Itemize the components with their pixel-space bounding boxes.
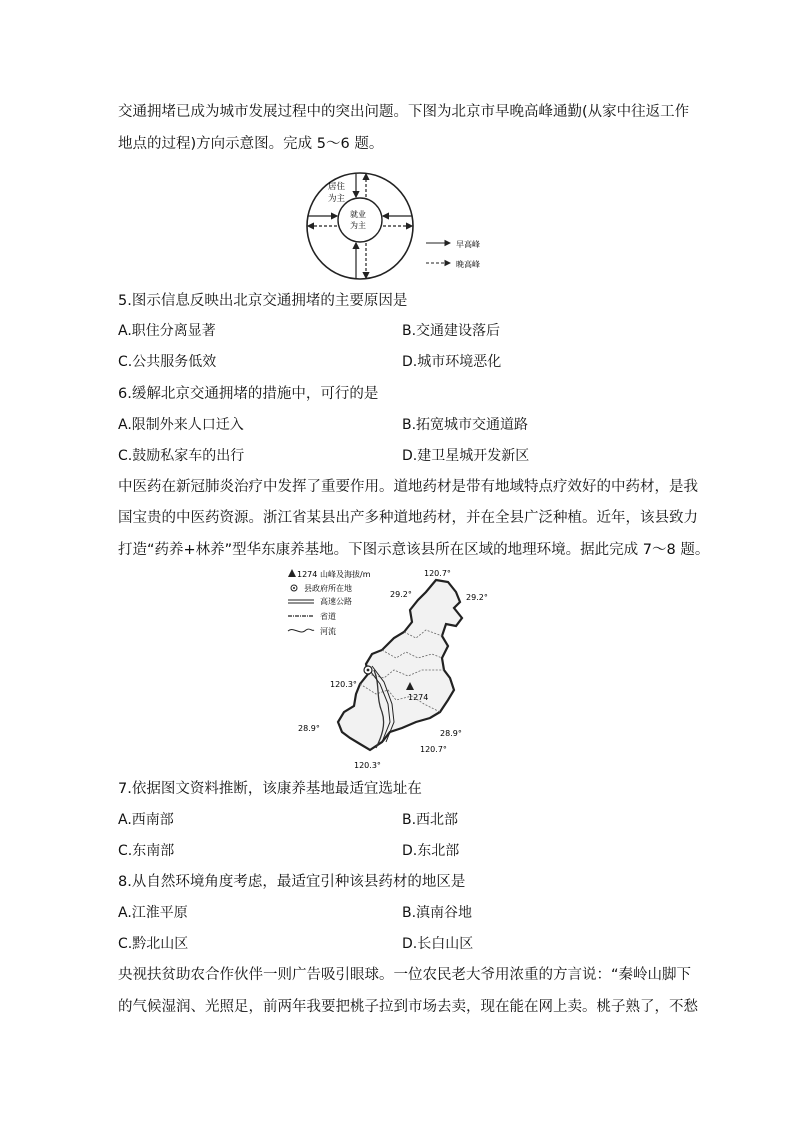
inner-ring xyxy=(338,198,382,242)
lat-top-right-label: 29.2° xyxy=(466,593,488,602)
q5-option-b: B.交通建设落后 xyxy=(402,323,501,339)
legend-evening-label: 晚高峰 xyxy=(456,260,480,269)
intro-paragraph-1-line-2: 地点的过程)方向示意图。完成 5～6 题。 xyxy=(118,136,384,152)
legend-peak-label: 山峰及海拔/m xyxy=(320,570,371,579)
q7-option-d: D.东北部 xyxy=(402,843,460,859)
commute-diagram xyxy=(300,170,510,282)
lat-bottom-left-label: 28.9° xyxy=(298,724,320,733)
inner-label-2: 为主 xyxy=(350,221,366,230)
q6-option-c: C.鼓励私家车的出行 xyxy=(118,448,245,464)
q8-option-a: A.江淮平原 xyxy=(118,905,188,921)
intro-paragraph-3-line-1: 央视扶贫助农合作伙伴一则广告吸引眼球。一位农民老大爷用浓重的方言说：“秦岭山脚下 xyxy=(118,967,692,983)
lat-top-left-label: 29.2° xyxy=(390,590,412,599)
q6-stem: 6.缓解北京交通拥堵的措施中，可行的是 xyxy=(118,386,379,402)
q5-option-c: C.公共服务低效 xyxy=(118,354,217,370)
inner-label-1: 就业 xyxy=(350,210,366,219)
q6-option-d: D.建卫星城开发新区 xyxy=(402,448,530,464)
intro-paragraph-2-line-2: 国宝贵的中医药资源。浙江省某县出产多种道地药材，并在全县广泛种植。近年，该县致力 xyxy=(118,510,698,526)
q7-option-c: C.东南部 xyxy=(118,843,175,859)
legend-seat-label: 县政府所在地 xyxy=(304,584,352,593)
q7-option-b: B.西北部 xyxy=(402,812,459,828)
q8-option-d: D.长白山区 xyxy=(402,936,474,952)
legend-river-label: 河流 xyxy=(320,627,336,636)
q5-stem: 5.图示信息反映出北京交通拥堵的主要原因是 xyxy=(118,293,408,309)
q7-option-a: A.西南部 xyxy=(118,812,174,828)
legend-peak-value: 1274 xyxy=(297,570,318,579)
q8-option-c: C.黔北山区 xyxy=(118,936,189,952)
outer-label-1: 居住 xyxy=(328,182,346,192)
legend-morning-label: 早高峰 xyxy=(456,240,480,249)
peak-symbol-icon xyxy=(288,569,296,577)
county-map xyxy=(284,566,498,772)
q5-option-d: D.城市环境恶化 xyxy=(402,354,502,370)
intro-paragraph-1-line-1: 交通拥堵已成为城市发展过程中的突出问题。下图为北京市早晚高峰通勤(从家中往返工作 xyxy=(118,104,690,120)
legend-highway-label: 高速公路 xyxy=(320,597,352,606)
lon-left-label: 120.3° xyxy=(330,680,357,689)
q8-option-b: B.滇南谷地 xyxy=(402,905,473,921)
county-boundary xyxy=(338,580,462,750)
peak-label: 1274 xyxy=(408,693,429,702)
lat-bottom-right-label: 28.9° xyxy=(440,729,462,738)
outer-label-2: 为主 xyxy=(328,194,346,204)
lon-top-label: 120.7° xyxy=(424,569,451,578)
q7-stem: 7.依据图文资料推断，该康养基地最适宜选址在 xyxy=(118,781,422,797)
intro-paragraph-2-line-3: 打造“药养+林养”型华东康养基地。下图示意该县所在区域的地理环境。据此完成 7～8 题。 xyxy=(118,542,710,558)
intro-paragraph-2-line-1: 中医药在新冠肺炎治疗中发挥了重要作用。道地药材是带有地域特点疗效好的中药材，是我 xyxy=(118,479,698,495)
q8-stem: 8.从自然环境角度考虑，最适宜引种该县药材的地区是 xyxy=(118,874,466,890)
legend-provincial-label: 省道 xyxy=(320,612,336,621)
q6-option-a: A.限制外来人口迁入 xyxy=(118,417,244,433)
river-icon xyxy=(288,629,314,632)
q5-option-a: A.职住分离显著 xyxy=(118,323,216,339)
lon-bottom-right-label: 120.7° xyxy=(420,745,447,754)
q6-option-b: B.拓宽城市交通道路 xyxy=(402,417,529,433)
lon-bottom-left-label: 120.3° xyxy=(354,761,381,770)
intro-paragraph-3-line-2: 的气候湿润、光照足，前两年我要把桃子拉到市场去卖，现在能在网上卖。桃子熟了，不愁 xyxy=(118,999,698,1015)
